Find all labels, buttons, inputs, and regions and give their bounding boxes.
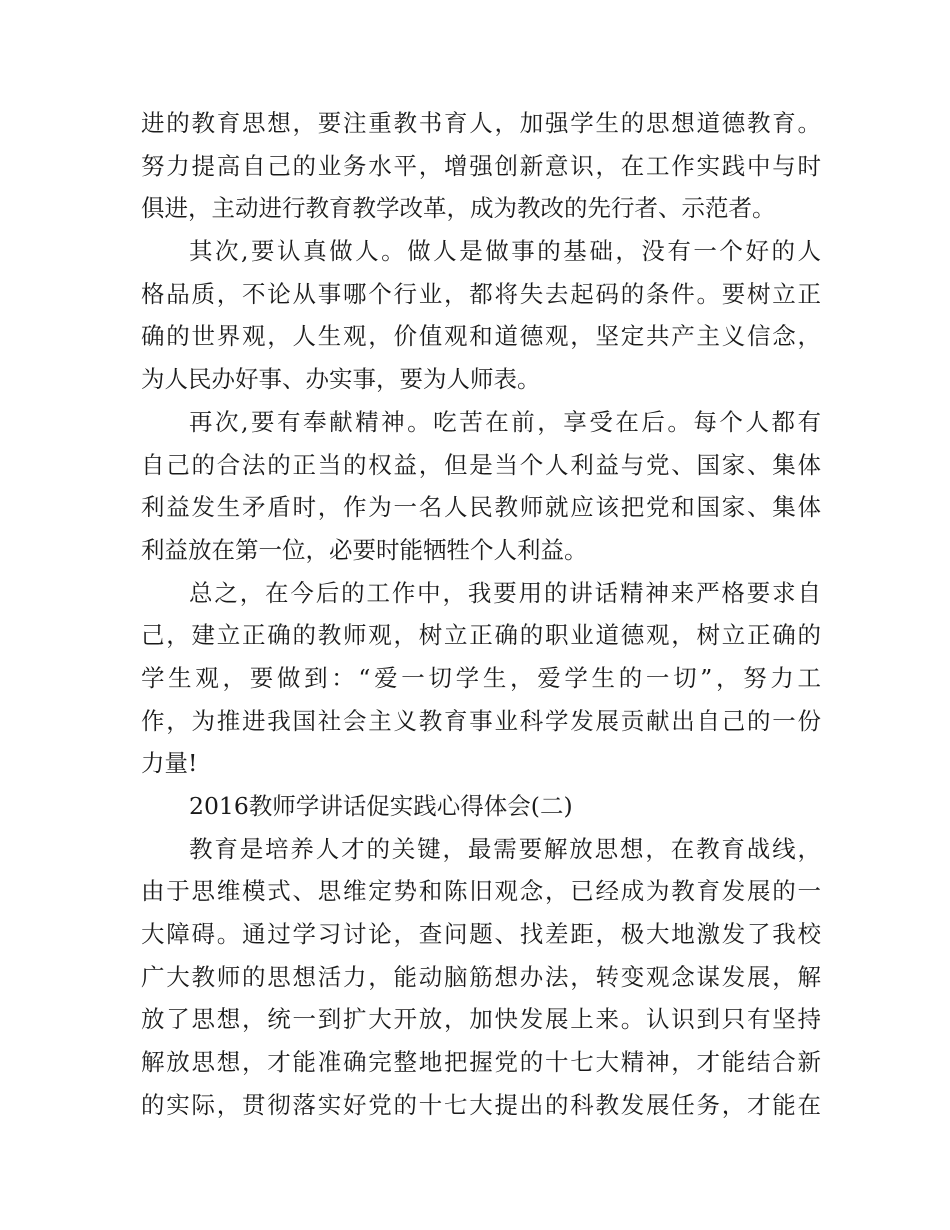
text-line: 利益发生矛盾时，作为一名人民教师就应该把党和国家、集体 bbox=[141, 493, 821, 522]
text-line: 解放思想，才能准确完整地把握党的十七大精神，才能结合新 bbox=[141, 1048, 821, 1077]
text-line: 力量! bbox=[141, 749, 198, 778]
document-body bbox=[141, 102, 821, 1127]
text-line: 放了思想，统一到扩大开放，加快发展上来。认识到只有坚持 bbox=[141, 1005, 821, 1034]
text-line: 作，为推进我国社会主义教育事业科学发展贡献出自己的一份 bbox=[141, 706, 821, 735]
text-line: 进的教育思想，要注重教书育人，加强学生的思想道德教育。 bbox=[141, 109, 821, 137]
text-line: 俱进，主动进行教育教学改革，成为教改的先行者、示范者。 bbox=[141, 194, 776, 223]
text-line: 2016教师学讲话促实践心得体会(二) bbox=[189, 792, 573, 820]
text-line: 广大教师的思想活力，能动脑筋想办法，转变观念谋发展，解 bbox=[141, 962, 821, 991]
text-line: 教育是培养人才的关键，最需要解放思想，在教育战线， bbox=[189, 834, 821, 863]
text-line: 利益放在第一位，必要时能牺牲个人利益。 bbox=[141, 535, 588, 564]
text-line: 的实际，贯彻落实好党的十七大提出的科教发展任务，才能在 bbox=[141, 1090, 821, 1119]
text-line: 为人民办好事、办实事，要为人师表。 bbox=[141, 365, 541, 394]
text-line: 再次,要有奉献精神。吃苦在前，享受在后。每个人都有 bbox=[189, 407, 821, 436]
text-line: 努力提高自己的业务水平，增强创新意识，在工作实践中与时 bbox=[141, 151, 821, 180]
text-line: 其次,要认真做人。做人是做事的基础，没有一个好的人 bbox=[189, 237, 821, 266]
text-line: 己，建立正确的教师观，树立正确的职业道德观，树立正确的 bbox=[141, 621, 821, 650]
text-line: 格品质，不论从事哪个行业，都将失去起码的条件。要树立正 bbox=[141, 279, 821, 308]
text-line: 自己的合法的正当的权益，但是当个人利益与党、国家、集体 bbox=[141, 450, 821, 479]
text-line: 大障碍。通过学习讨论，查问题、找差距，极大地激发了我校 bbox=[141, 920, 821, 949]
text-line: 学生观，要做到：“爱一切学生，爱学生的一切”，努力工 bbox=[141, 663, 821, 692]
text-line: 由于思维模式、思维定势和陈旧观念，已经成为教育发展的一 bbox=[141, 877, 821, 906]
text-line: 确的世界观，人生观，价值观和道德观，坚定共产主义信念， bbox=[141, 322, 821, 351]
text-line: 总之，在今后的工作中，我要用的讲话精神来严格要求自 bbox=[189, 578, 821, 607]
